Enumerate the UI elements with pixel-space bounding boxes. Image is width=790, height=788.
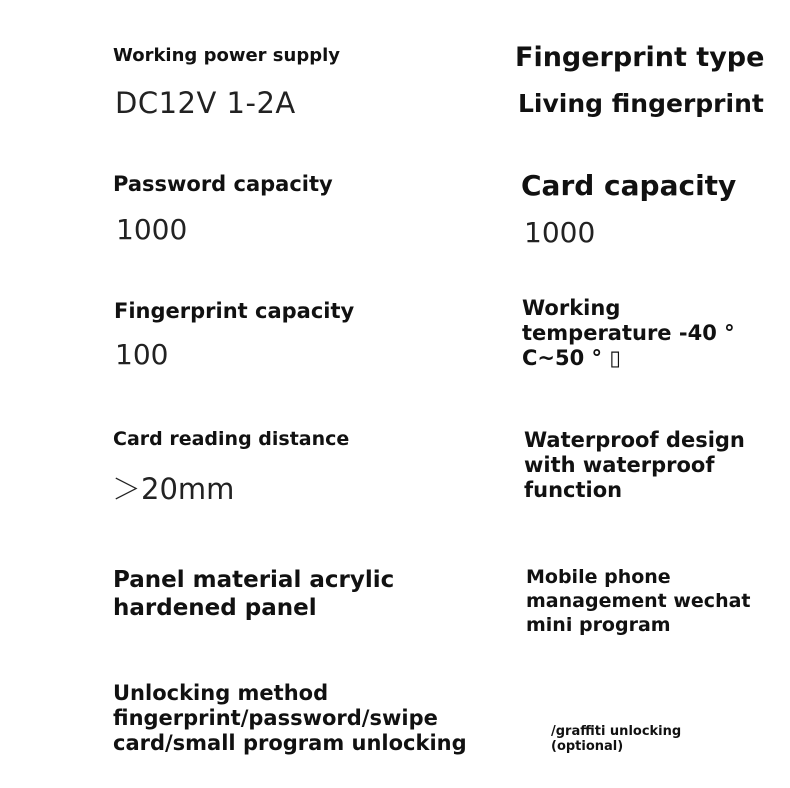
power-supply-label: Working power supply: [113, 45, 340, 66]
panel-material-block: [113, 566, 394, 622]
working-temperature-line3: C~50 ° ▯: [522, 346, 621, 370]
graffiti-line2: (optional): [551, 739, 624, 754]
waterproof-line3: function: [524, 478, 623, 502]
card-reading-distance-label: Card reading distance: [113, 428, 350, 450]
waterproof-block: [524, 428, 745, 503]
mobile-management-line3: mini program: [526, 614, 671, 636]
mobile-management-line1: Mobile phone: [526, 566, 671, 588]
card-capacity-value: 1000: [524, 216, 596, 249]
card-capacity-label: Card capacity: [521, 169, 737, 202]
fingerprint-capacity-label: Fingerprint capacity: [114, 299, 355, 323]
mobile-management-block: [526, 565, 751, 637]
unlocking-method-block: [113, 681, 467, 756]
panel-material-line1: Panel material acrylic: [113, 567, 395, 593]
unlocking-method-line2: fingerprint/password/swipe: [113, 706, 438, 730]
password-capacity-label: Password capacity: [113, 172, 333, 196]
graffiti-line1: /graffiti unlocking: [551, 724, 682, 739]
waterproof-line1: Waterproof design: [524, 428, 745, 452]
graffiti-block: [551, 724, 681, 754]
working-temperature-line1: Working: [522, 296, 621, 320]
card-reading-distance-value: ＞20mm: [112, 472, 235, 506]
working-temperature-block: [522, 296, 735, 371]
power-supply-value: DC12V 1-2A: [115, 86, 296, 120]
unlocking-method-line3: card/small program unlocking: [113, 731, 467, 755]
mobile-management-line2: management wechat: [526, 590, 751, 612]
panel-material-line2: hardened panel: [113, 595, 317, 621]
working-temperature-line2: temperature -40 °: [522, 321, 735, 345]
fingerprint-type-value: Living fingerprint: [518, 89, 764, 118]
password-capacity-value: 1000: [116, 213, 188, 246]
unlocking-method-line1: Unlocking method: [113, 681, 329, 705]
fingerprint-capacity-value: 100: [115, 338, 169, 371]
fingerprint-type-label: Fingerprint type: [515, 42, 765, 73]
waterproof-line2: with waterproof: [524, 453, 715, 477]
